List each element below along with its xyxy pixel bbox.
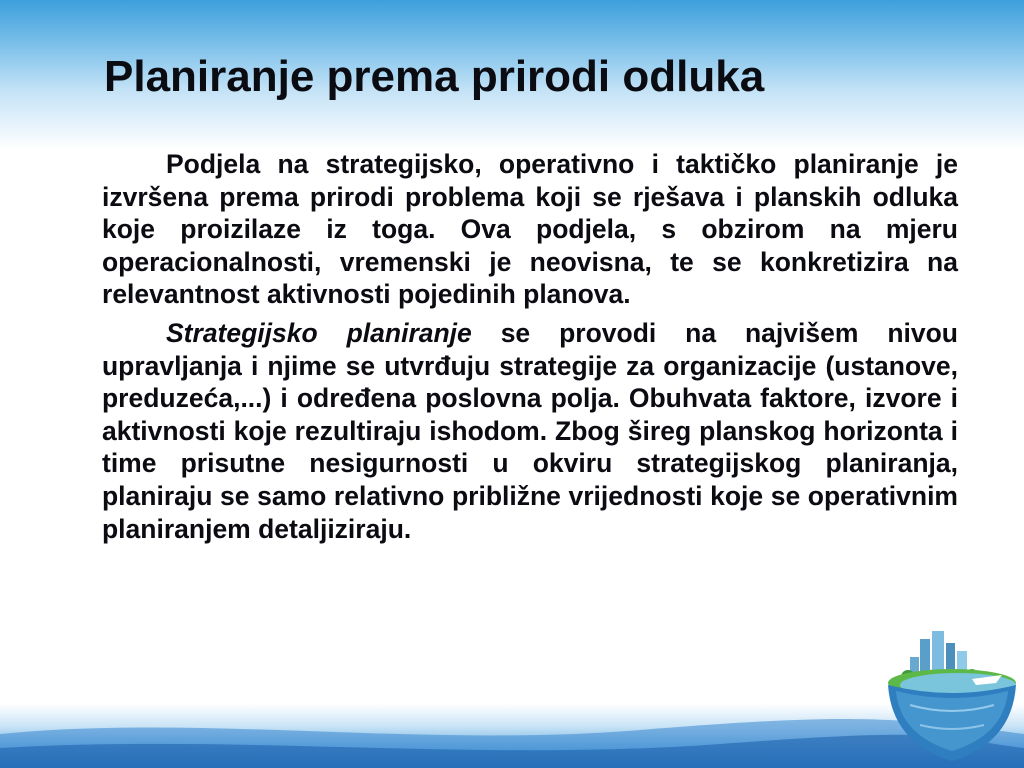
slide-title: Planiranje prema prirodi odluka [104, 52, 765, 101]
footer-gradient-band [0, 704, 1024, 768]
paragraph-1 [102, 148, 958, 311]
globe-city-icon [880, 625, 1024, 768]
paragraph-2-lead-italic: Strategijsko planiranje [166, 317, 472, 348]
paragraph-1-text: Podjela na strategijsko, operativno i taktičko planiranje je izvršena prema prirodi problema koji se rješava i planskih odluka koje proizilaze iz toga. Ova podjela, s obzirom na mjeru operacionalnosti, vremenski je neovisna, te se konkretizira na relevantnost aktivnosti pojedinih planova. [102, 149, 958, 310]
paragraph-2 [102, 317, 958, 545]
slide-body [102, 148, 958, 551]
paragraph-2-text: se provodi na najvišem nivou upravljanja i njime se utvrđuju strategije za organizacije (ustanove, preduzeća,...) i određena poslovna polja. Obuhvata faktore, izvore i aktivnosti koje rezultiraju ishodom. Zbog šireg planskog horizonta i time prisutne nesigurnosti u okviru strategijskog planiranja, planiraju se samo relativno približne vrijednosti koje se operativnim planiranjem detaljiziraju. [102, 317, 958, 544]
footer-wave [0, 704, 1024, 768]
